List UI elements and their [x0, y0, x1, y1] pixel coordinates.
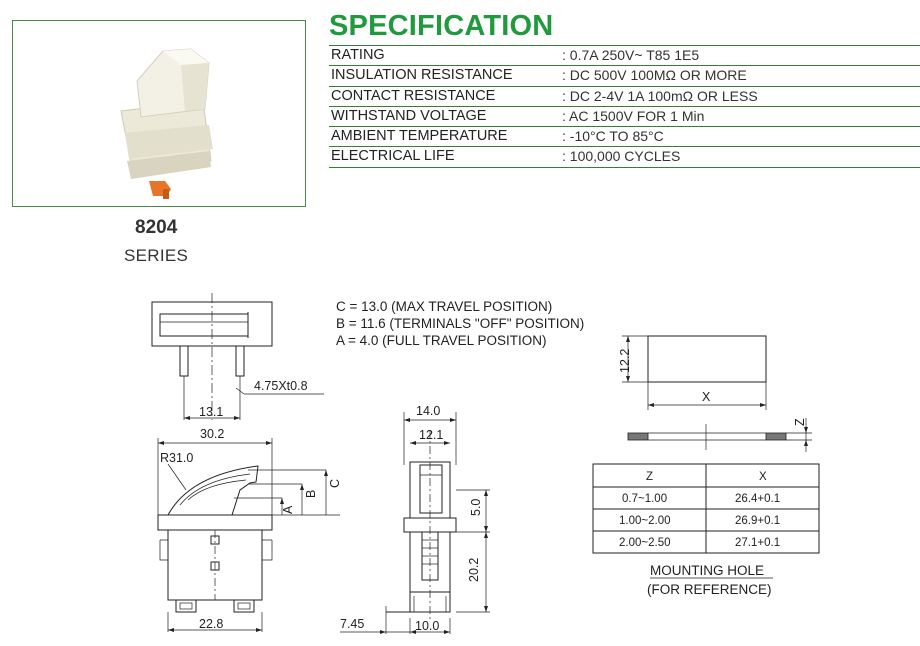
dim-top-width: 13.1: [199, 405, 224, 419]
spec-name: CONTACT RESISTANCE: [331, 87, 496, 104]
table-cell: 26.4+0.1: [735, 493, 781, 505]
table-header-z: Z: [646, 471, 654, 483]
mounting-table: [593, 464, 819, 597]
spec-value: : DC 500V 100MΩ OR MORE: [562, 67, 747, 84]
dim-front-offset: 7.45: [340, 617, 365, 631]
spec-title: SPECIFICATION: [329, 10, 554, 42]
dim-radius: R31.0: [160, 451, 194, 465]
mounting-subcaption: (FOR REFERENCE): [647, 582, 772, 597]
dim-label-c: C: [328, 478, 342, 488]
dim-hole-x: X: [702, 390, 711, 404]
dim-front-height-bottom: 20.2: [467, 557, 481, 582]
spec-value: : AC 1500V FOR 1 Min: [562, 107, 705, 124]
dim-bottom-width: 22.8: [199, 617, 224, 631]
spec-name: RATING: [331, 47, 385, 63]
model-number: 8204: [135, 217, 178, 238]
spec-name: INSULATION RESISTANCE: [331, 67, 513, 84]
side-view: [158, 427, 342, 632]
dim-label-b: B: [304, 489, 318, 498]
dim-hole-height: 12.2: [618, 348, 632, 373]
note-c: C = 13.0 (MAX TRAVEL POSITION): [336, 299, 553, 314]
dim-front-width: 14.0: [416, 404, 441, 418]
spec-value: : DC 2-4V 1A 100mΩ OR LESS: [562, 87, 758, 104]
spec-value: : 100,000 CYCLES: [562, 148, 681, 165]
table-cell: 1.00~2.00: [619, 515, 671, 527]
spec-name: AMBIENT TEMPERATURE: [331, 128, 508, 145]
dim-side-width: 30.2: [200, 427, 225, 441]
dim-hole-z: Z: [793, 418, 807, 426]
table-cell: 27.1+0.1: [735, 537, 781, 549]
table-cell: 26.9+0.1: [735, 515, 781, 527]
spec-value: : 0.7A 250V~ T85 1E5: [562, 47, 700, 63]
dim-front-inner: 12.1: [419, 428, 444, 442]
dim-terminal: 4.75Xt0.8: [254, 379, 308, 393]
mounting-caption: MOUNTING HOLE: [650, 563, 765, 578]
note-b: B = 11.6 (TERMINALS "OFF" POSITION): [336, 316, 585, 331]
top-view: [152, 293, 324, 420]
mounting-hole: [618, 336, 812, 452]
series-label: SERIES: [124, 246, 189, 265]
spec-value: : -10°C TO 85°C: [562, 128, 664, 145]
table-cell: 2.00~2.50: [619, 537, 671, 549]
dim-front-base: 10.0: [415, 619, 440, 633]
note-a: A = 4.0 (FULL TRAVEL POSITION): [336, 333, 547, 348]
spec-name: ELECTRICAL LIFE: [331, 148, 455, 165]
dim-front-height-top: 5.0: [469, 498, 483, 516]
table-header-x: X: [759, 471, 767, 483]
front-view: [340, 404, 490, 634]
spec-name: WITHSTAND VOLTAGE: [331, 107, 487, 124]
table-cell: 0.7~1.00: [622, 493, 668, 505]
dim-label-a: A: [281, 505, 295, 514]
